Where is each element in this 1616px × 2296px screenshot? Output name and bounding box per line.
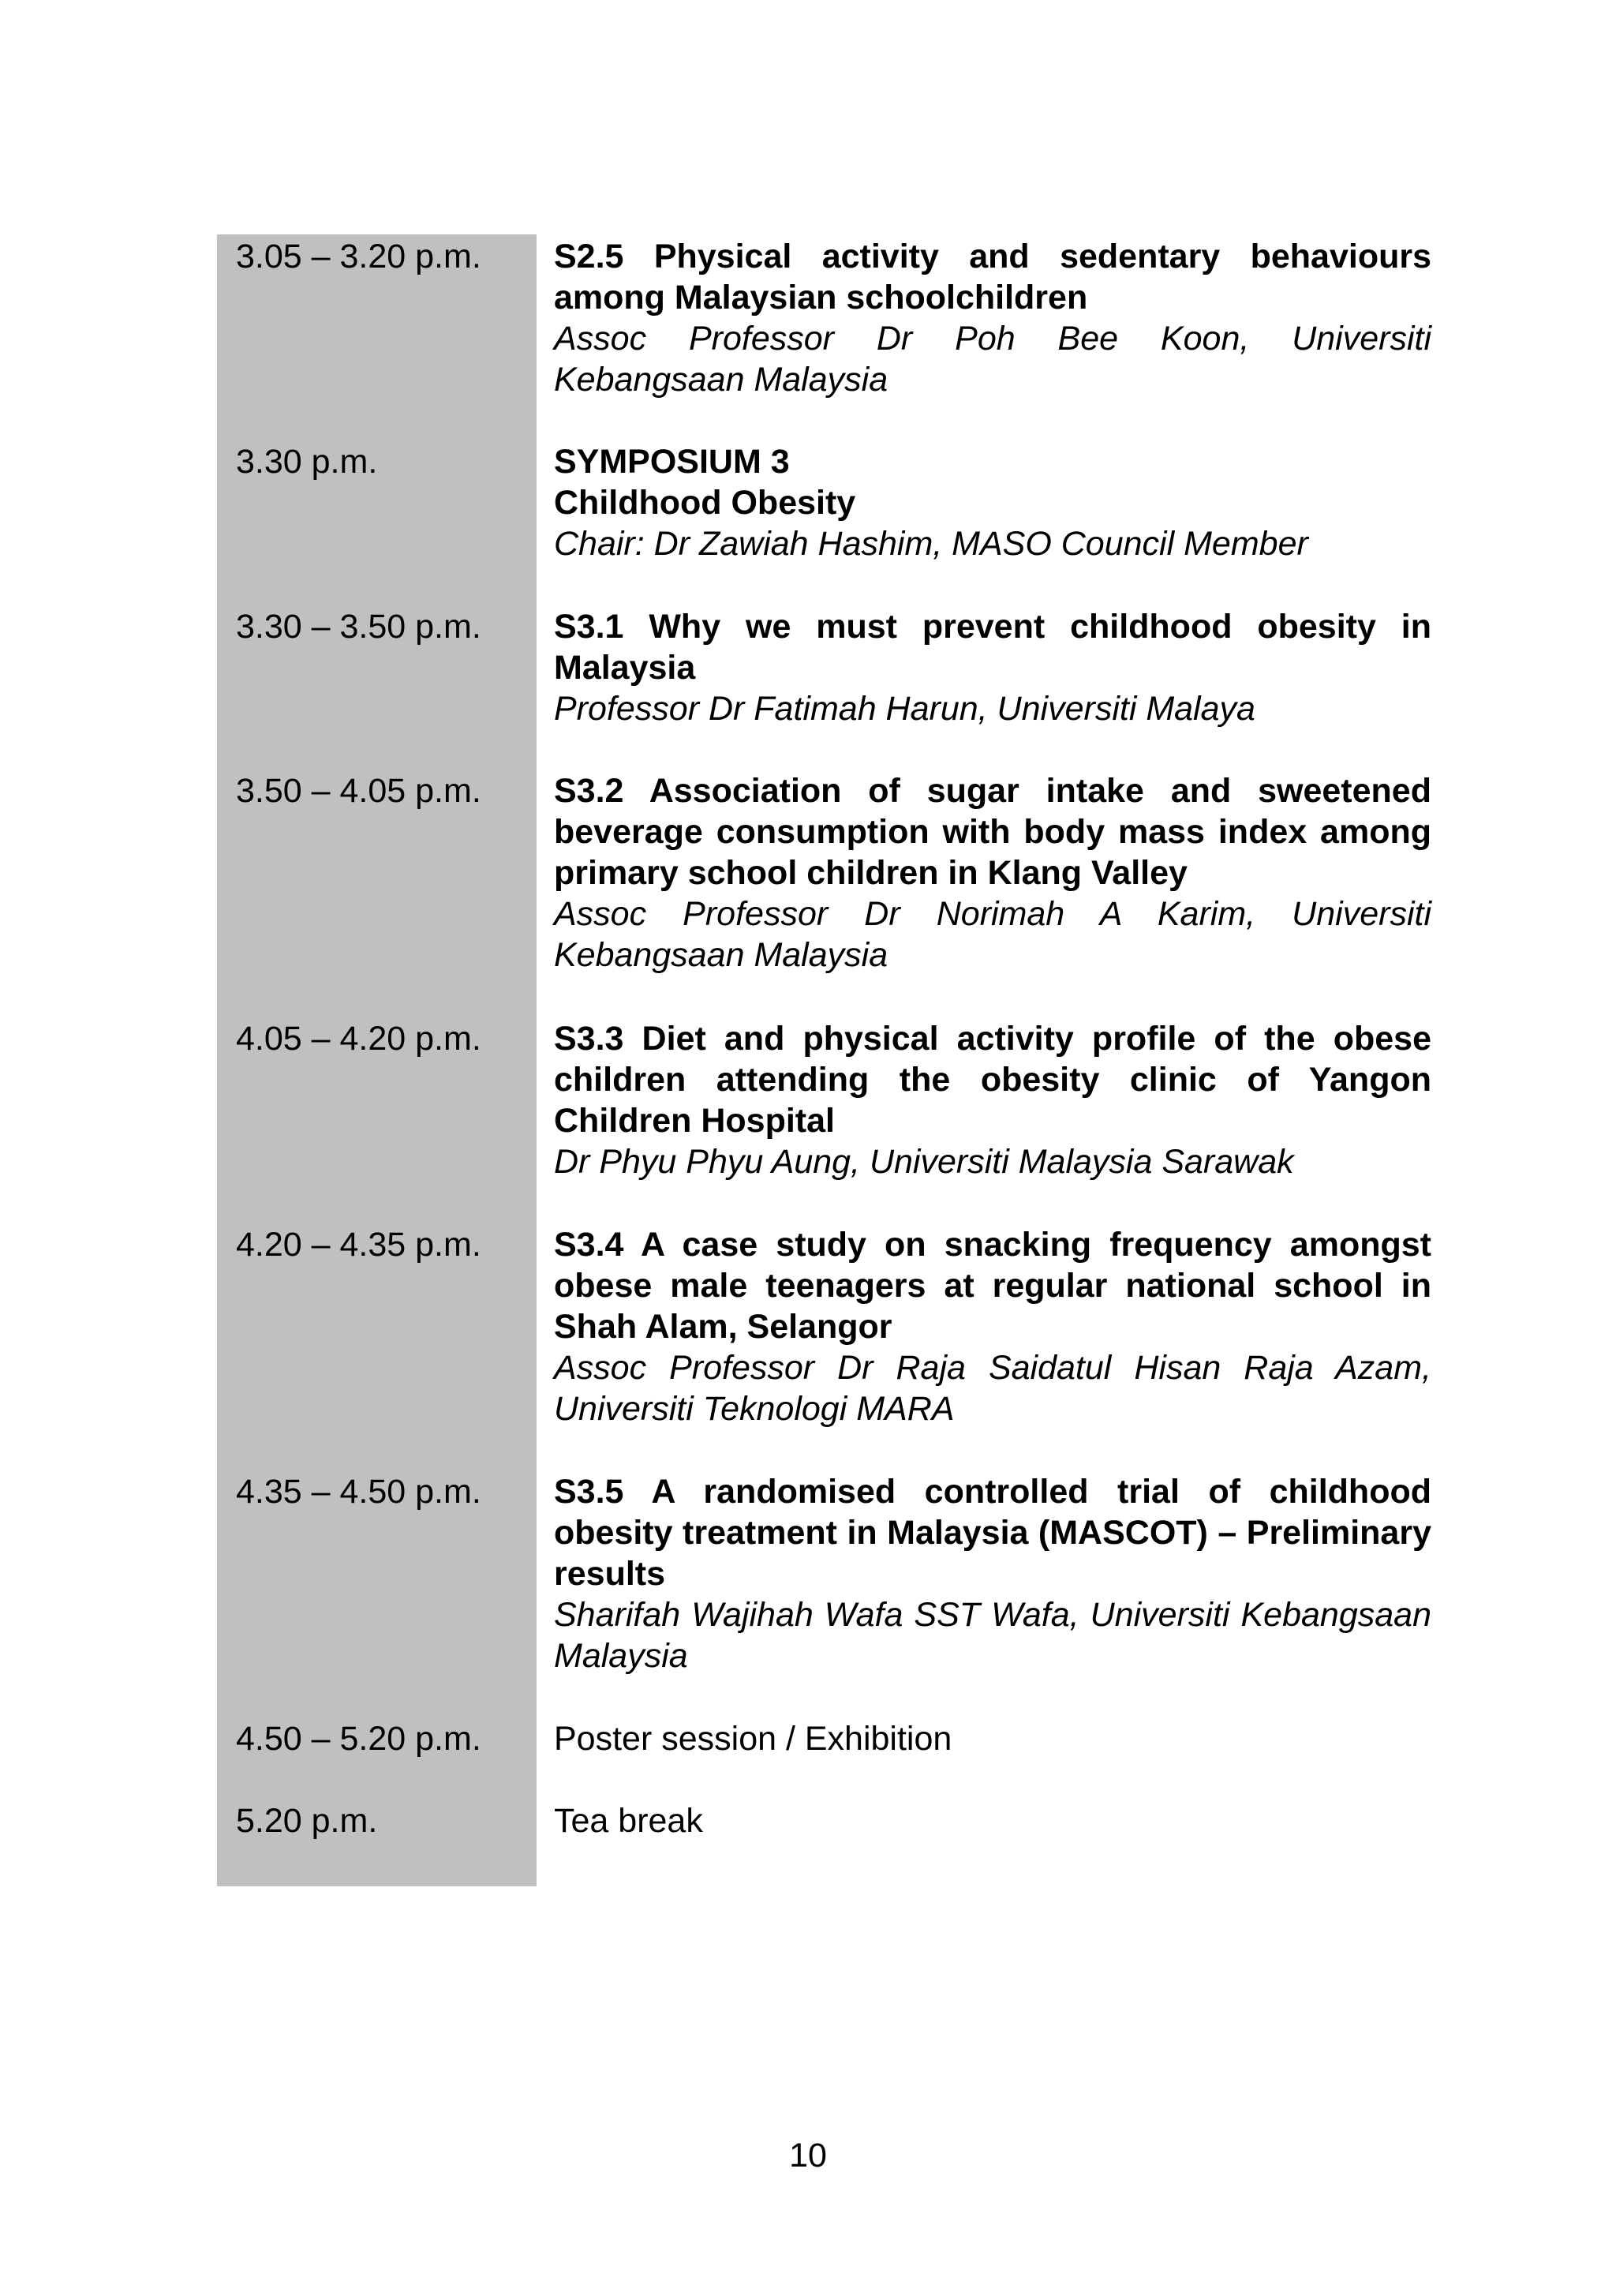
session-speaker: Assoc Professor Dr Raja Saidatul Hisan Raja Azam, Universiti Teknologi MARA xyxy=(554,1349,1431,1428)
session-speaker: Assoc Professor Dr Poh Bee Koon, Universiti Kebangsaan Malaysia xyxy=(554,320,1431,399)
session-title: S3.2 Association of sugar intake and sweetened beverage consumption with body mass index among primary school children in Klang Valley xyxy=(554,772,1431,892)
session-content xyxy=(554,606,1431,729)
session-content xyxy=(554,1800,1431,1841)
session-speaker: Professor Dr Fatimah Harun, Universiti Malaya xyxy=(554,690,1255,728)
session-title: S3.1 Why we must prevent childhood obesity in Malaysia xyxy=(554,608,1431,687)
symposium-heading: SYMPOSIUM 3 xyxy=(554,443,790,481)
session-speaker: Assoc Professor Dr Norimah A Karim, Universiti Kebangsaan Malaysia xyxy=(554,895,1431,974)
session-time: 3.05 – 3.20 p.m. xyxy=(236,238,481,275)
session-text: Tea break xyxy=(554,1802,703,1840)
session-time: 5.20 p.m. xyxy=(236,1802,378,1840)
session-content xyxy=(554,1224,1431,1429)
session-time: 4.20 – 4.35 p.m. xyxy=(236,1226,481,1264)
session-time: 4.50 – 5.20 p.m. xyxy=(236,1720,481,1758)
session-speaker: Dr Phyu Phyu Aung, Universiti Malaysia Sarawak xyxy=(554,1143,1294,1181)
session-time: 3.30 p.m. xyxy=(236,443,378,481)
session-time: 4.35 – 4.50 p.m. xyxy=(236,1473,481,1511)
session-title: S3.4 A case study on snacking frequency amongst obese male teenagers at regular national school in Shah Alam, Selangor xyxy=(554,1226,1431,1346)
session-content xyxy=(554,1471,1431,1676)
session-time: 3.50 – 4.05 p.m. xyxy=(236,772,481,810)
session-content xyxy=(554,1718,1431,1759)
session-text: Poster session / Exhibition xyxy=(554,1720,952,1758)
session-time: 3.30 – 3.50 p.m. xyxy=(236,608,481,646)
session-title: S2.5 Physical activity and sedentary behaviours among Malaysian schoolchildren xyxy=(554,238,1431,316)
session-content xyxy=(554,770,1431,976)
symposium-title: Childhood Obesity xyxy=(554,484,856,522)
session-title: S3.3 Diet and physical activity profile of the obese children attending the obesity clinic of Yangon Children Hospital xyxy=(554,1020,1431,1140)
session-speaker: Sharifah Wajihah Wafa SST Wafa, Universiti Kebangsaan Malaysia xyxy=(554,1596,1431,1675)
session-content xyxy=(554,1018,1431,1182)
session-title: S3.5 A randomised controlled trial of childhood obesity treatment in Malaysia (MASCOT) – Preliminary results xyxy=(554,1473,1431,1593)
page-number: 10 xyxy=(789,2137,827,2174)
session-time: 4.05 – 4.20 p.m. xyxy=(236,1020,481,1058)
session-content xyxy=(554,236,1431,400)
session-content xyxy=(554,441,1431,564)
symposium-chair: Chair: Dr Zawiah Hashim, MASO Council Member xyxy=(554,525,1308,563)
